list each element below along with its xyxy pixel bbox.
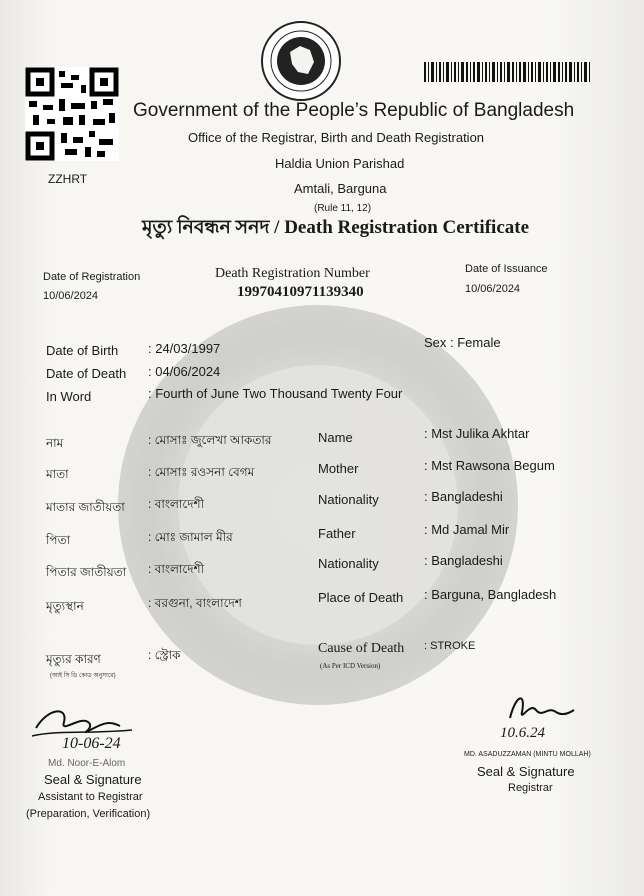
cause-of-death-label: Cause of Death xyxy=(318,641,405,656)
barcode-icon xyxy=(424,62,590,82)
bn-cause-of-death-value: : স্ট্রোক xyxy=(148,648,181,662)
issuance-date-value: 10/06/2024 xyxy=(465,283,521,295)
bn-icd-note: (আই সি ডি কোড অনুসারে) xyxy=(50,673,116,679)
assistant-name: Md. Noor-E-Alom xyxy=(48,758,126,769)
qr-code-icon xyxy=(25,67,119,161)
government-emblem-icon xyxy=(260,20,342,102)
bn-name-value: : মোসাঃ জুলেখা আকতার xyxy=(148,433,272,447)
bn-father-label: পিতা xyxy=(46,533,71,547)
registration-number-label: Death Registration Number xyxy=(215,266,370,281)
father-nationality-value: : Bangladeshi xyxy=(424,553,503,568)
father-nationality-label: Nationality xyxy=(318,556,379,571)
office-name: Office of the Registrar, Birth and Death Registration xyxy=(188,130,485,145)
bn-father-nationality-value: : বাংলাদেশী xyxy=(148,562,205,576)
issuance-date-label: Date of Issuance xyxy=(465,263,548,275)
father-label: Father xyxy=(318,526,356,541)
registrar-signature-icon xyxy=(500,688,580,728)
place-of-death-value: : Barguna, Bangladesh xyxy=(424,587,557,602)
father-value: : Md Jamal Mir xyxy=(424,522,510,537)
assistant-role-note: (Preparation, Verification) xyxy=(26,808,151,820)
bn-mother-value: : মোসাঃ রওসনা বেগম xyxy=(148,465,255,479)
registration-date-value: 10/06/2024 xyxy=(43,290,99,302)
registrar-role: Registrar xyxy=(508,782,553,794)
bn-mother-nationality-label: মাতার জাতীয়তা xyxy=(46,500,125,514)
bn-mother-nationality-value: : বাংলাদেশী xyxy=(148,497,205,511)
assistant-signature-date: 10-06-24 xyxy=(62,735,121,752)
name-label: Name xyxy=(318,430,353,445)
registrar-name: MD. ASADUZZAMAN (MINTU MOLLAH) xyxy=(464,751,591,758)
registration-number-value: 19970410971139340 xyxy=(237,284,364,300)
icd-note: (As Per ICD Version) xyxy=(320,662,381,670)
name-value: : Mst Julika Akhtar xyxy=(424,426,530,441)
mother-value: : Mst Rawsona Begum xyxy=(424,458,555,473)
bn-place-of-death-value: : বরগুনা, বাংলাদেশ xyxy=(148,596,242,610)
dod-label: Date of Death xyxy=(46,366,127,381)
bn-place-of-death-label: মৃত্যুস্থান xyxy=(46,599,84,613)
union-name: Haldia Union Parishad xyxy=(275,156,405,171)
mother-label: Mother xyxy=(318,461,359,476)
government-title: Government of the People’s Republic of Bangladesh xyxy=(133,100,575,121)
address: Amtali, Barguna xyxy=(294,181,387,196)
bn-cause-of-death-label: মৃত্যুর কারণ xyxy=(46,652,101,666)
mother-nationality-label: Nationality xyxy=(318,492,379,507)
assistant-role: Assistant to Registrar xyxy=(38,791,143,803)
bn-father-value: : মোঃ জামাল মীর xyxy=(148,530,233,544)
mother-nationality-value: : Bangladeshi xyxy=(424,489,503,504)
registrar-signature-date: 10.6.24 xyxy=(500,725,545,741)
certificate-title: মৃত্যু নিবন্ধন সনদ / Death Registration Certificate xyxy=(142,217,530,238)
dob-value: : 24/03/1997 xyxy=(148,341,221,356)
bn-name-label: নাম xyxy=(46,436,64,450)
rule-reference: (Rule 11, 12) xyxy=(314,203,372,214)
registration-date-label: Date of Registration xyxy=(43,271,141,283)
registrar-seal-label: Seal & Signature xyxy=(477,764,575,779)
cause-of-death-value: : STROKE xyxy=(424,640,476,652)
dod-value: : 04/06/2024 xyxy=(148,364,221,379)
assistant-seal-label: Seal & Signature xyxy=(44,772,142,787)
inword-label: In Word xyxy=(46,389,92,404)
qr-caption: ZZHRT xyxy=(48,172,88,186)
inword-value: : Fourth of June Two Thousand Twenty Four xyxy=(148,386,403,401)
place-of-death-label: Place of Death xyxy=(318,590,404,605)
dob-label: Date of Birth xyxy=(46,343,119,358)
sex-value: Sex : Female xyxy=(424,335,501,350)
bn-father-nationality-label: পিতার জাতীয়তা xyxy=(46,565,127,579)
bn-mother-label: মাতা xyxy=(46,467,69,481)
